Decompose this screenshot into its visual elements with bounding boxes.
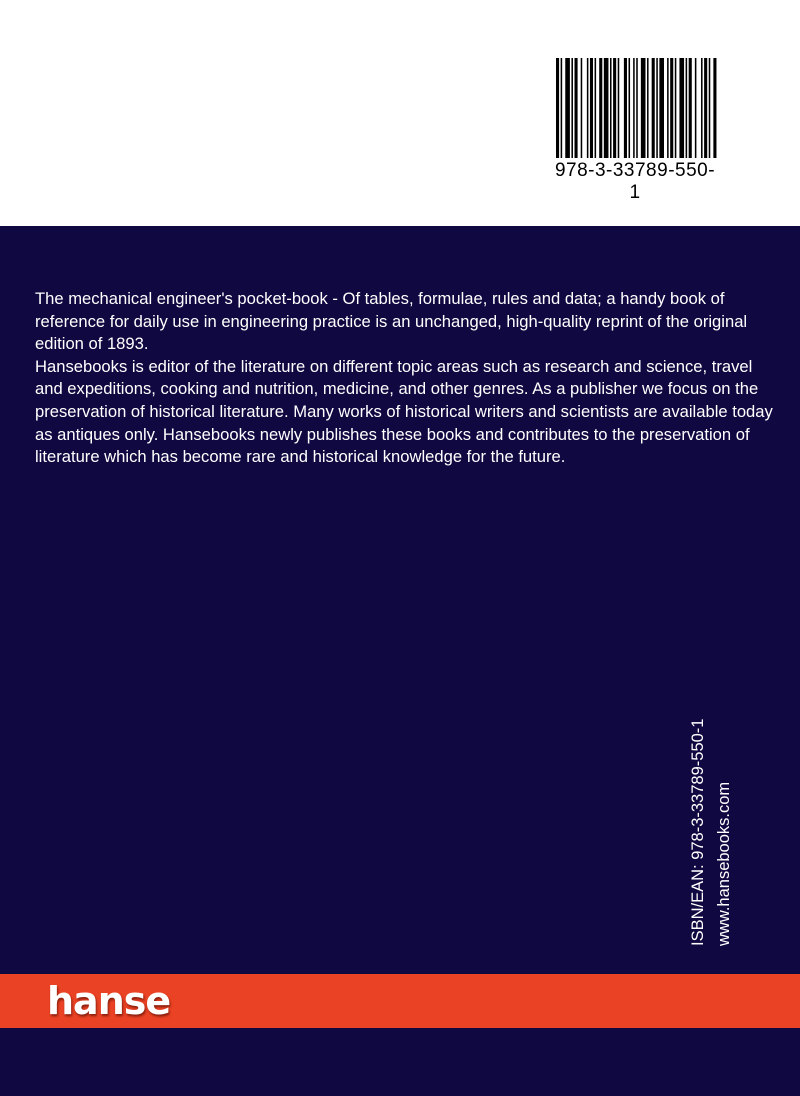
barcode-bar bbox=[587, 58, 589, 158]
barcode-bar bbox=[641, 58, 646, 158]
isbn-barcode bbox=[554, 58, 718, 203]
barcode-bar bbox=[679, 58, 684, 158]
barcode-bar bbox=[701, 58, 703, 158]
barcode-bar bbox=[581, 58, 583, 158]
description-paragraph-publisher: Hansebooks is editor of the literature on different topic areas such as research and science, travel and expeditions, cooking and nutrition, medicine, and other genres. As a publisher we focus on the preservation of historical literature. Many works of historical writers and scientists are available today as antiques only. Hansebooks newly publishes these books and contributes to the preservation of literature which has become rare and historical knowledge for the future. bbox=[35, 356, 773, 467]
barcode-bar bbox=[667, 58, 669, 158]
barcode-bar bbox=[659, 58, 664, 158]
publisher-band bbox=[0, 974, 800, 1028]
barcode-bar bbox=[618, 58, 620, 158]
barcode-bar bbox=[561, 58, 563, 158]
barcode-bar bbox=[704, 58, 707, 158]
barcode-bar bbox=[675, 58, 677, 158]
barcode-area bbox=[0, 0, 800, 226]
barcode-bar bbox=[571, 58, 573, 158]
website-line: www.hansebooks.com bbox=[715, 781, 733, 946]
back-cover-panel bbox=[0, 226, 800, 974]
barcode-bar bbox=[595, 58, 597, 158]
barcode-bar bbox=[599, 58, 602, 158]
barcode-bar bbox=[636, 58, 638, 158]
book-description bbox=[35, 288, 775, 469]
barcode-bar bbox=[604, 58, 609, 158]
description-paragraph-book: The mechanical engineer's pocket-book - Of tables, formulae, rules and data; a handy book of reference for daily use in engineering practice is an unchanged, high-quality reprint of the original edition of 1893. bbox=[35, 289, 748, 354]
barcode-bar bbox=[610, 58, 612, 158]
barcode-bar bbox=[652, 58, 655, 158]
barcode-bar bbox=[575, 58, 578, 158]
barcode-bar bbox=[613, 58, 616, 158]
bottom-strip bbox=[0, 1028, 800, 1096]
barcode-bar bbox=[709, 58, 711, 158]
barcode-bar bbox=[590, 58, 593, 158]
barcode-bar bbox=[647, 58, 649, 158]
barcode-digits: 978-3-33789-550-1 bbox=[554, 160, 716, 203]
barcode-bars bbox=[556, 58, 718, 158]
barcode-bar bbox=[633, 58, 635, 158]
isbn-ean-line: ISBN/EAN: 978-3-33789-550-1 bbox=[689, 718, 707, 946]
barcode-bar bbox=[565, 58, 570, 158]
barcode-bar bbox=[695, 58, 697, 158]
barcode-bar bbox=[629, 58, 631, 158]
barcode-bar bbox=[556, 58, 559, 158]
hanse-logo: hanse bbox=[47, 979, 171, 1023]
spine-info bbox=[685, 671, 739, 946]
barcode-bar bbox=[624, 58, 627, 158]
barcode-bar bbox=[689, 58, 692, 158]
barcode-bar bbox=[686, 58, 688, 158]
barcode-bar bbox=[713, 58, 716, 158]
barcode-bar bbox=[656, 58, 658, 158]
barcode-bar bbox=[670, 58, 673, 158]
